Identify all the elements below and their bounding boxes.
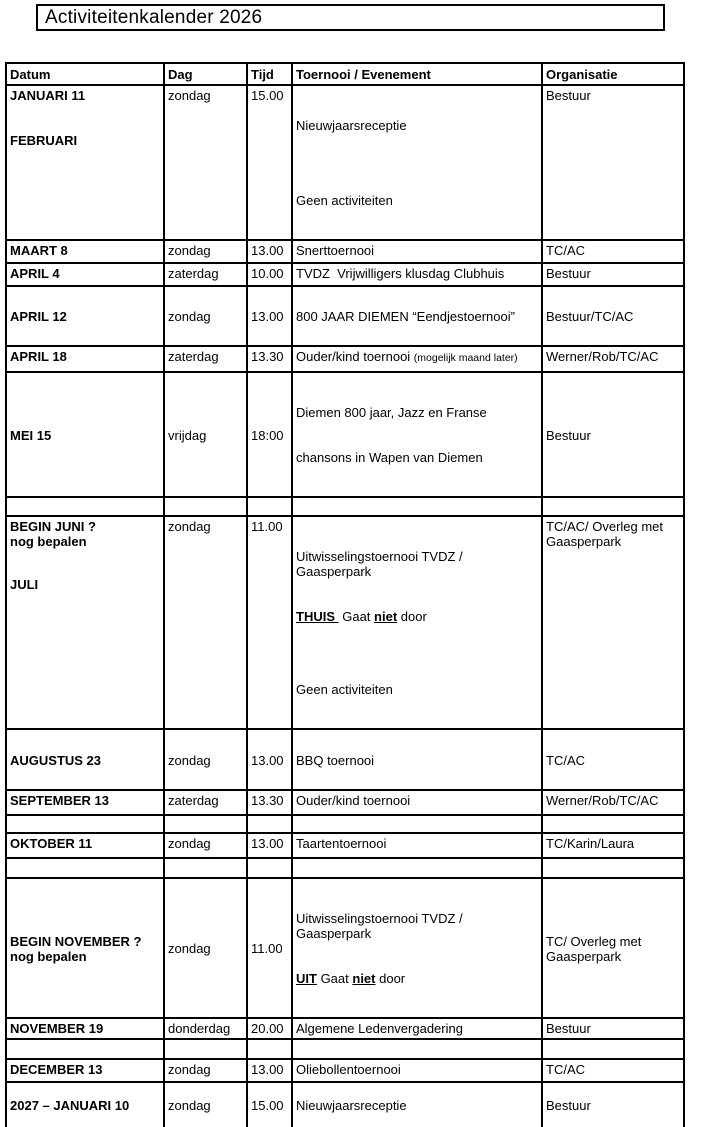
cell-dag [164, 790, 247, 815]
event-text: Uitwisselingstoernooi TVDZ / Gaasperpark [296, 549, 467, 579]
dag-text: zondag [168, 836, 211, 851]
org-text: Bestuur [546, 427, 591, 443]
datum-text: JANUARI 11 [10, 88, 86, 103]
cell-organisatie [542, 833, 684, 858]
table-header-row [6, 63, 684, 85]
datum-text: OKTOBER 11 [10, 836, 93, 851]
dag-text: zondag [168, 519, 211, 534]
event-text: Oliebollentoernooi [296, 1062, 401, 1077]
cell-event [292, 1059, 542, 1082]
table-row-oktober [6, 833, 684, 858]
cell-dag [164, 286, 247, 346]
org-text: Bestuur [546, 88, 591, 103]
table-row-juni-juli [6, 516, 684, 729]
cell-dag [164, 1059, 247, 1082]
tijd-text: 13.30 [251, 793, 284, 808]
table-row-januari-februari [6, 85, 684, 240]
cell-event [292, 497, 542, 516]
event-status-niet: niet [352, 971, 376, 986]
event-text: BBQ toernooi [296, 752, 375, 768]
cell-event [292, 263, 542, 286]
cell-tijd [247, 1039, 292, 1059]
org-text: TC/ Overleg met [546, 933, 642, 949]
event-text-2: chansons in Wapen van Diemen [296, 450, 483, 465]
cell-datum [6, 240, 164, 263]
cell-event [292, 878, 542, 1018]
datum-text: MAART 8 [10, 243, 68, 258]
cell-organisatie [542, 240, 684, 263]
org-text: Werner/Rob/TC/AC [546, 793, 659, 808]
cell-dag [164, 858, 247, 878]
cell-organisatie [542, 85, 684, 240]
dag-text: vrijdag [168, 427, 207, 443]
dag-text: zaterdag [168, 793, 219, 808]
cell-tijd [247, 1059, 292, 1082]
cell-tijd [247, 346, 292, 372]
cell-datum [6, 1039, 164, 1059]
datum-text: NOVEMBER 19 [10, 1021, 104, 1036]
table-row-augustus [6, 729, 684, 790]
title-box [36, 4, 665, 31]
event-text: Diemen 800 jaar, Jazz en Franse [296, 405, 487, 420]
datum-text: APRIL 12 [10, 309, 67, 324]
event-text: Algemene Ledenvergadering [296, 1021, 463, 1036]
header-tijd: Tijd [247, 63, 292, 85]
tijd-text: 20.00 [251, 1021, 284, 1036]
datum-text: DECEMBER 13 [10, 1062, 103, 1077]
cell-datum [6, 372, 164, 497]
datum-text: 2027 – JANUARI 10 [10, 1098, 130, 1113]
cell-tijd [247, 372, 292, 497]
cell-tijd [247, 858, 292, 878]
dag-text: zondag [168, 1062, 211, 1077]
cell-datum [6, 286, 164, 346]
table-row-april-4 [6, 263, 684, 286]
cell-organisatie [542, 790, 684, 815]
datum-text: APRIL 4 [10, 266, 60, 281]
table-row-november-19 [6, 1018, 684, 1039]
dag-text: zondag [168, 752, 211, 768]
cell-organisatie [542, 878, 684, 1018]
event-text: Taartentoernooi [296, 836, 387, 851]
cell-dag [164, 1082, 247, 1127]
cell-datum [6, 790, 164, 815]
dag-text: donderdag [168, 1021, 231, 1036]
table-row-april-18 [6, 346, 684, 372]
cell-organisatie [542, 346, 684, 372]
cell-tijd [247, 240, 292, 263]
cell-dag [164, 372, 247, 497]
dag-text: zondag [168, 309, 211, 324]
cell-organisatie [542, 815, 684, 833]
cell-datum [6, 85, 164, 240]
cell-event [292, 372, 542, 497]
cell-event [292, 240, 542, 263]
tijd-text: 11.00 [251, 519, 283, 534]
cell-tijd [247, 263, 292, 286]
table-row-december [6, 1059, 684, 1082]
cell-event [292, 1039, 542, 1059]
cell-event [292, 833, 542, 858]
cell-datum [6, 346, 164, 372]
cell-datum [6, 1082, 164, 1127]
event-text: Ouder/kind toernooi [296, 349, 414, 364]
cell-event [292, 85, 542, 240]
activity-calendar-table [5, 62, 685, 1127]
header-organisatie: Organisatie [542, 63, 684, 85]
cell-dag [164, 263, 247, 286]
table-row-mei [6, 372, 684, 497]
dag-text: zaterdag [168, 349, 219, 364]
event-text: Uitwisselingstoernooi TVDZ / Gaasperpark [296, 911, 467, 941]
datum-text-2: JULI [10, 577, 39, 592]
org-text: Werner/Rob/TC/AC [546, 349, 659, 364]
event-status-uit: UIT [296, 971, 317, 986]
event-status-line: THUIS Gaat niet door [296, 609, 427, 624]
event-text-2: Geen activiteiten [296, 682, 393, 697]
cell-dag [164, 497, 247, 516]
cell-datum [6, 1018, 164, 1039]
cell-tijd [247, 729, 292, 790]
datum-subtext: nog bepalen [10, 534, 87, 549]
dag-text: zaterdag [168, 266, 219, 281]
header-datum: Datum [6, 63, 164, 85]
datum-text: APRIL 18 [10, 349, 67, 364]
datum-text: BEGIN JUNI ? [10, 519, 96, 534]
table-row-empty [6, 815, 684, 833]
cell-dag [164, 85, 247, 240]
org-text: Bestuur/TC/AC [546, 309, 634, 324]
cell-dag [164, 516, 247, 729]
event-text: Nieuwjaarsreceptie [296, 1098, 407, 1113]
table-row-maart [6, 240, 684, 263]
tijd-text: 13.00 [251, 309, 284, 324]
cell-datum [6, 878, 164, 1018]
event-text: Ouder/kind toernooi [296, 793, 411, 808]
datum-subtext: nog bepalen [10, 948, 87, 964]
cell-datum [6, 815, 164, 833]
event-text: 800 JAAR DIEMEN “Eendjestoernooi” [296, 309, 515, 324]
org-text: TC/AC [546, 752, 585, 768]
org-text: TC/AC [546, 243, 585, 258]
org-text: Bestuur [546, 1021, 591, 1036]
cell-tijd [247, 516, 292, 729]
cell-organisatie [542, 729, 684, 790]
event-status-line: UIT Gaat niet door [296, 971, 406, 986]
table-row-begin-november [6, 878, 684, 1018]
datum-text-2: FEBRUARI [10, 133, 78, 148]
datum-text: MEI 15 [10, 427, 52, 443]
tijd-text: 13.00 [251, 1062, 284, 1077]
event-text-2: Geen activiteiten [296, 193, 393, 208]
cell-dag [164, 1018, 247, 1039]
tijd-text: 15.00 [251, 1098, 284, 1113]
cell-tijd [247, 790, 292, 815]
table-row-empty [6, 1039, 684, 1059]
cell-organisatie [542, 1082, 684, 1127]
cell-datum [6, 516, 164, 729]
tijd-text: 13.30 [251, 349, 284, 364]
cell-event [292, 516, 542, 729]
org-text: TC/AC [546, 1062, 585, 1077]
cell-tijd [247, 815, 292, 833]
cell-organisatie [542, 286, 684, 346]
cell-dag [164, 1039, 247, 1059]
event-note-text: (mogelijk maand later) [413, 352, 518, 364]
cell-organisatie [542, 372, 684, 497]
cell-datum [6, 1059, 164, 1082]
cell-organisatie [542, 858, 684, 878]
table-row-september [6, 790, 684, 815]
datum-text: SEPTEMBER 13 [10, 793, 109, 808]
cell-dag [164, 346, 247, 372]
datum-text: BEGIN NOVEMBER ? [10, 933, 142, 949]
tijd-text: 15.00 [251, 88, 284, 103]
header-dag: Dag [164, 63, 247, 85]
tijd-text: 10.00 [251, 266, 284, 281]
datum-text: AUGUSTUS 23 [10, 752, 102, 768]
cell-tijd [247, 878, 292, 1018]
cell-event [292, 1082, 542, 1127]
org-text: Bestuur [546, 266, 591, 281]
cell-dag [164, 815, 247, 833]
event-status-thuis: THUIS [296, 609, 339, 624]
cell-datum [6, 263, 164, 286]
cell-event [292, 346, 542, 372]
cell-dag [164, 878, 247, 1018]
cell-event [292, 790, 542, 815]
cell-organisatie [542, 516, 684, 729]
table-row-april-12 [6, 286, 684, 346]
cell-organisatie [542, 1059, 684, 1082]
cell-tijd [247, 1018, 292, 1039]
cell-organisatie [542, 263, 684, 286]
org-text: TC/AC/ Overleg met [546, 519, 664, 534]
tijd-text: 11.00 [251, 941, 283, 956]
cell-tijd [247, 286, 292, 346]
dag-text: zondag [168, 243, 211, 258]
tijd-text: 18:00 [251, 427, 284, 443]
event-text: Snerttoernooi [296, 243, 375, 258]
tijd-text: 13.00 [251, 836, 284, 851]
cell-event [292, 729, 542, 790]
header-event: Toernooi / Evenement [292, 63, 542, 85]
cell-datum [6, 729, 164, 790]
cell-tijd [247, 85, 292, 240]
cell-tijd [247, 833, 292, 858]
cell-tijd [247, 497, 292, 516]
tijd-text: 13.00 [251, 752, 284, 768]
cell-dag [164, 729, 247, 790]
cell-datum [6, 833, 164, 858]
cell-dag [164, 833, 247, 858]
org-text-2: Gaasperpark [546, 948, 622, 964]
event-text: TVDZ Vrijwilligers klusdag Clubhuis [296, 266, 505, 281]
cell-tijd [247, 1082, 292, 1127]
org-text: Bestuur [546, 1098, 591, 1113]
cell-datum [6, 497, 164, 516]
cell-event [292, 858, 542, 878]
cell-event [292, 286, 542, 346]
org-text-2: Gaasperpark [546, 534, 622, 549]
cell-datum [6, 858, 164, 878]
dag-text: zondag [168, 941, 211, 956]
cell-organisatie [542, 1018, 684, 1039]
page-title: Activiteitenkalender 2026 [45, 6, 263, 28]
event-text: Nieuwjaarsreceptie [296, 118, 407, 133]
cell-organisatie [542, 497, 684, 516]
tijd-text: 13.00 [251, 243, 284, 258]
cell-event [292, 815, 542, 833]
table-row-2027-januari [6, 1082, 684, 1127]
cell-dag [164, 240, 247, 263]
dag-text: zondag [168, 1098, 211, 1113]
dag-text: zondag [168, 88, 211, 103]
cell-organisatie [542, 1039, 684, 1059]
event-status-niet: niet [374, 609, 398, 624]
table-row-empty [6, 858, 684, 878]
table-row-empty [6, 497, 684, 516]
org-text: TC/Karin/Laura [546, 836, 635, 851]
cell-event [292, 1018, 542, 1039]
